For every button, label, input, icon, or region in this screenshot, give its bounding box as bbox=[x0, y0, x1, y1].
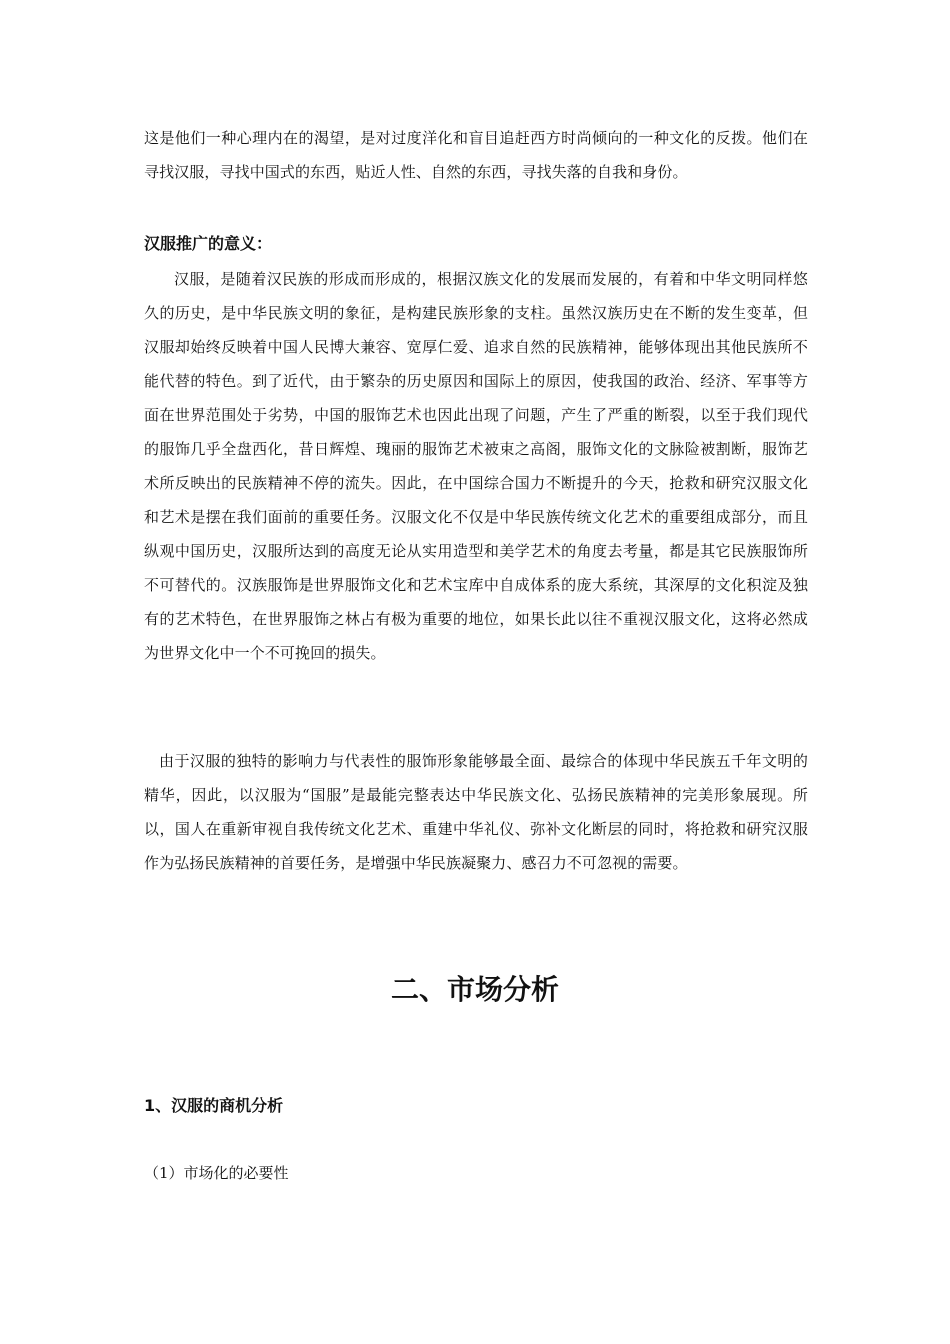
significance-heading: 汉服推广的意义： bbox=[144, 234, 273, 253]
national-costume-paragraph: 由于汉服的独特的影响力与代表性的服饰形象能够最全面、最综合的体现中华民族五千年文明的精华，因此，以汉服为“国服”是最能完整表达中华民族文化、弘扬民族精神的完美形象展现。所以，国人在重新审视自我传统文化艺术、重建中华礼仪、弥补文化断层的同时，将抢救和研究汉服作为弘扬民族精神的首要任务，是增强中华民族凝聚力、感召力不可忽视的需要。 bbox=[144, 752, 808, 872]
intro-paragraph: 这是他们一种心理内在的渴望，是对过度洋化和盲目追赶西方时尚倾向的一种文化的反拨。他们在寻找汉服，寻找中国式的东西，贴近人性、自然的东西，寻找失落的自我和身份。 bbox=[144, 129, 808, 181]
chapter-title: 二、市场分析 bbox=[390, 973, 559, 1006]
section-title: 1、汉服的商机分析 bbox=[144, 1096, 284, 1115]
subsection-title: （1）市场化的必要性 bbox=[144, 1164, 289, 1182]
significance-paragraph: 汉服，是随着汉民族的形成而形成的，根据汉族文化的发展而发展的，有着和中华文明同样悠久的历史，是中华民族文明的象征，是构建民族形象的支柱。虽然汉族历史在不断的发生变革，但汉服却始终反映着中国人民博大兼容、宽厚仁爱、追求自然的民族精神，能够体现出其他民族所不能代替的特色。到了近代，由于繁杂的历史原因和国际上的原因，使我国的政治、经济、军事等方面在世界范围处于劣势，中国的服饰艺术也因此出现了问题，产生了严重的断裂，以至于我们现代的服饰几乎全盘西化，昔日辉煌、瑰丽的服饰艺术被束之高阁，服饰文化的文脉险被割断，服饰艺术所反映出的民族精神不停的流失。因此，在中国综合国力不断提升的今天，抢救和研究汉服文化和艺术是摆在我们面前的重要任务。汉服文化不仅是中华民族传统文化艺术的重要组成部分，而且纵观中国历史，汉服所达到的高度无论从实用造型和美学艺术的角度去考量，都是其它民族服饰所不可替代的。汉族服饰是世界服饰文化和艺术宝库中自成体系的庞大系统，其深厚的文化积淀及独有的艺术特色，在世界服饰之林占有极为重要的地位，如果长此以往不重视汉服文化，这将必然成为世界文化中一个不可挽回的损失。 bbox=[144, 270, 808, 662]
